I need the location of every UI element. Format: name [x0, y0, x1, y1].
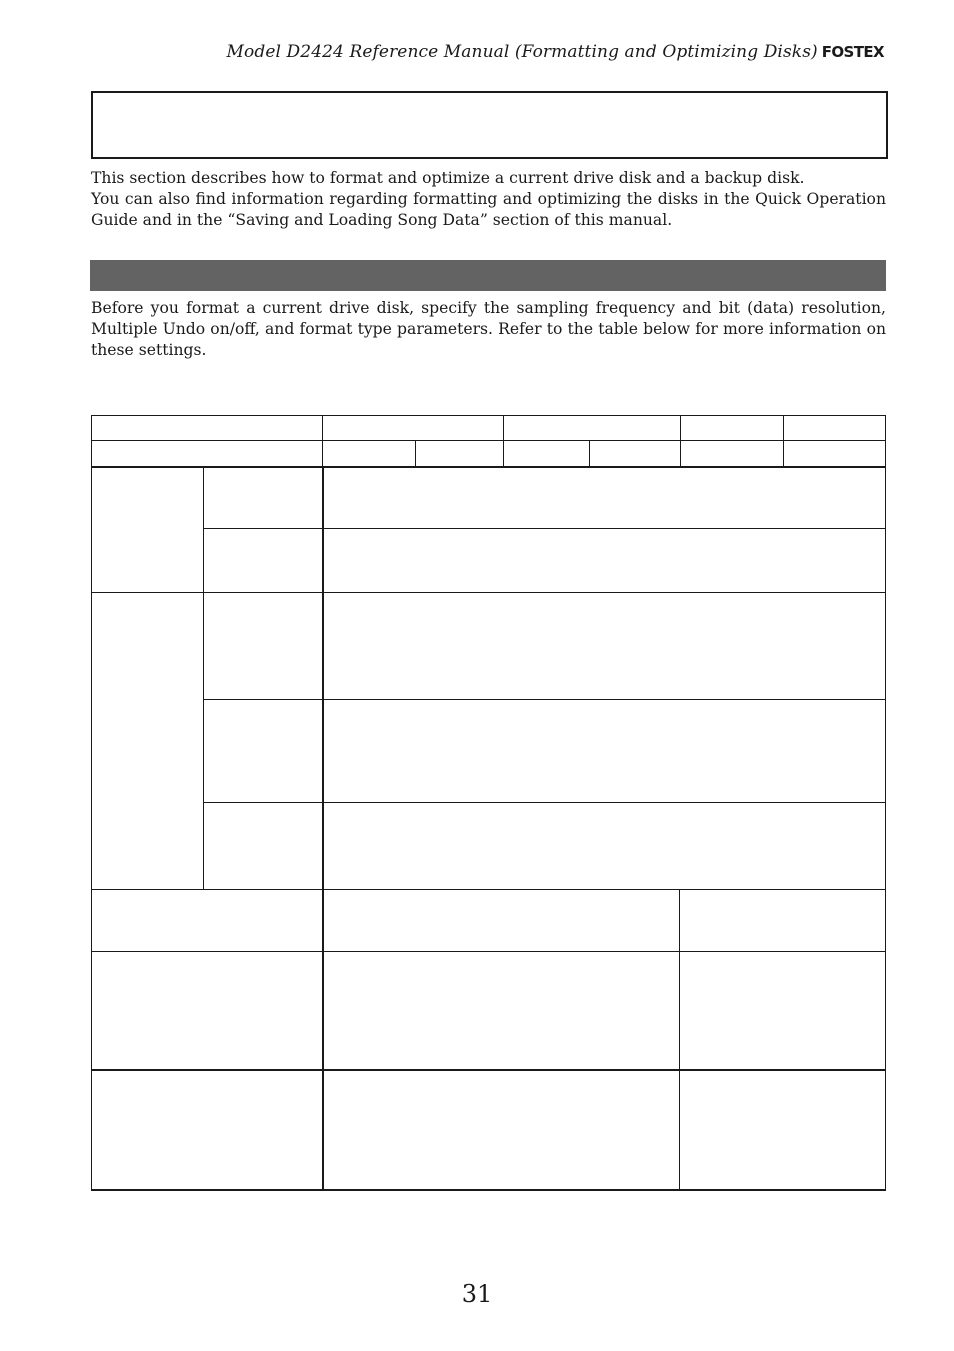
table-rule [503, 415, 504, 467]
chapter-title-box [91, 91, 888, 159]
table-rule [679, 889, 680, 1190]
table-rule [680, 415, 681, 467]
table-rule [589, 440, 590, 467]
table-rule [322, 415, 323, 467]
table-rule [203, 802, 886, 803]
intro-text [91, 168, 886, 231]
table-rule [91, 440, 886, 441]
table-rule [91, 951, 886, 952]
format-instructions [91, 298, 886, 361]
intro-line-1: This section describes how to format and optimize a current drive disk and a backup disk. [91, 169, 805, 187]
table-rule [91, 592, 886, 593]
table-rule [91, 1069, 886, 1071]
table-rule [203, 528, 886, 529]
table-rule [203, 699, 886, 700]
header-title: Model D2424 Reference Manual (Formatting and Optimizing Disks) [226, 42, 818, 62]
table-rule [415, 440, 416, 467]
intro-line-2: You can also find information regarding formatting and optimizing the disks in the Quick Operation Guide and in the “Saving and Loading Song Data” section of this manual. [91, 190, 886, 229]
table-rule [91, 889, 886, 890]
table-rule [322, 466, 324, 1190]
running-header [227, 42, 884, 62]
table-rule [91, 415, 886, 416]
table-rule [91, 1189, 886, 1191]
section-heading-bar [90, 260, 886, 291]
table-rule [91, 415, 92, 1190]
table-rule [91, 466, 886, 468]
format-instructions-paragraph: Before you format a current drive disk, specify the sampling frequency and bit (data) resolution, Multiple Undo on/off, and format type parameters. Refer to the table below for more information on these settings. [91, 299, 886, 359]
page-number: 31 [461, 1280, 493, 1308]
brand-logo: FOSTEX [821, 43, 884, 61]
table-rule [783, 415, 784, 467]
table-rule [203, 466, 204, 890]
